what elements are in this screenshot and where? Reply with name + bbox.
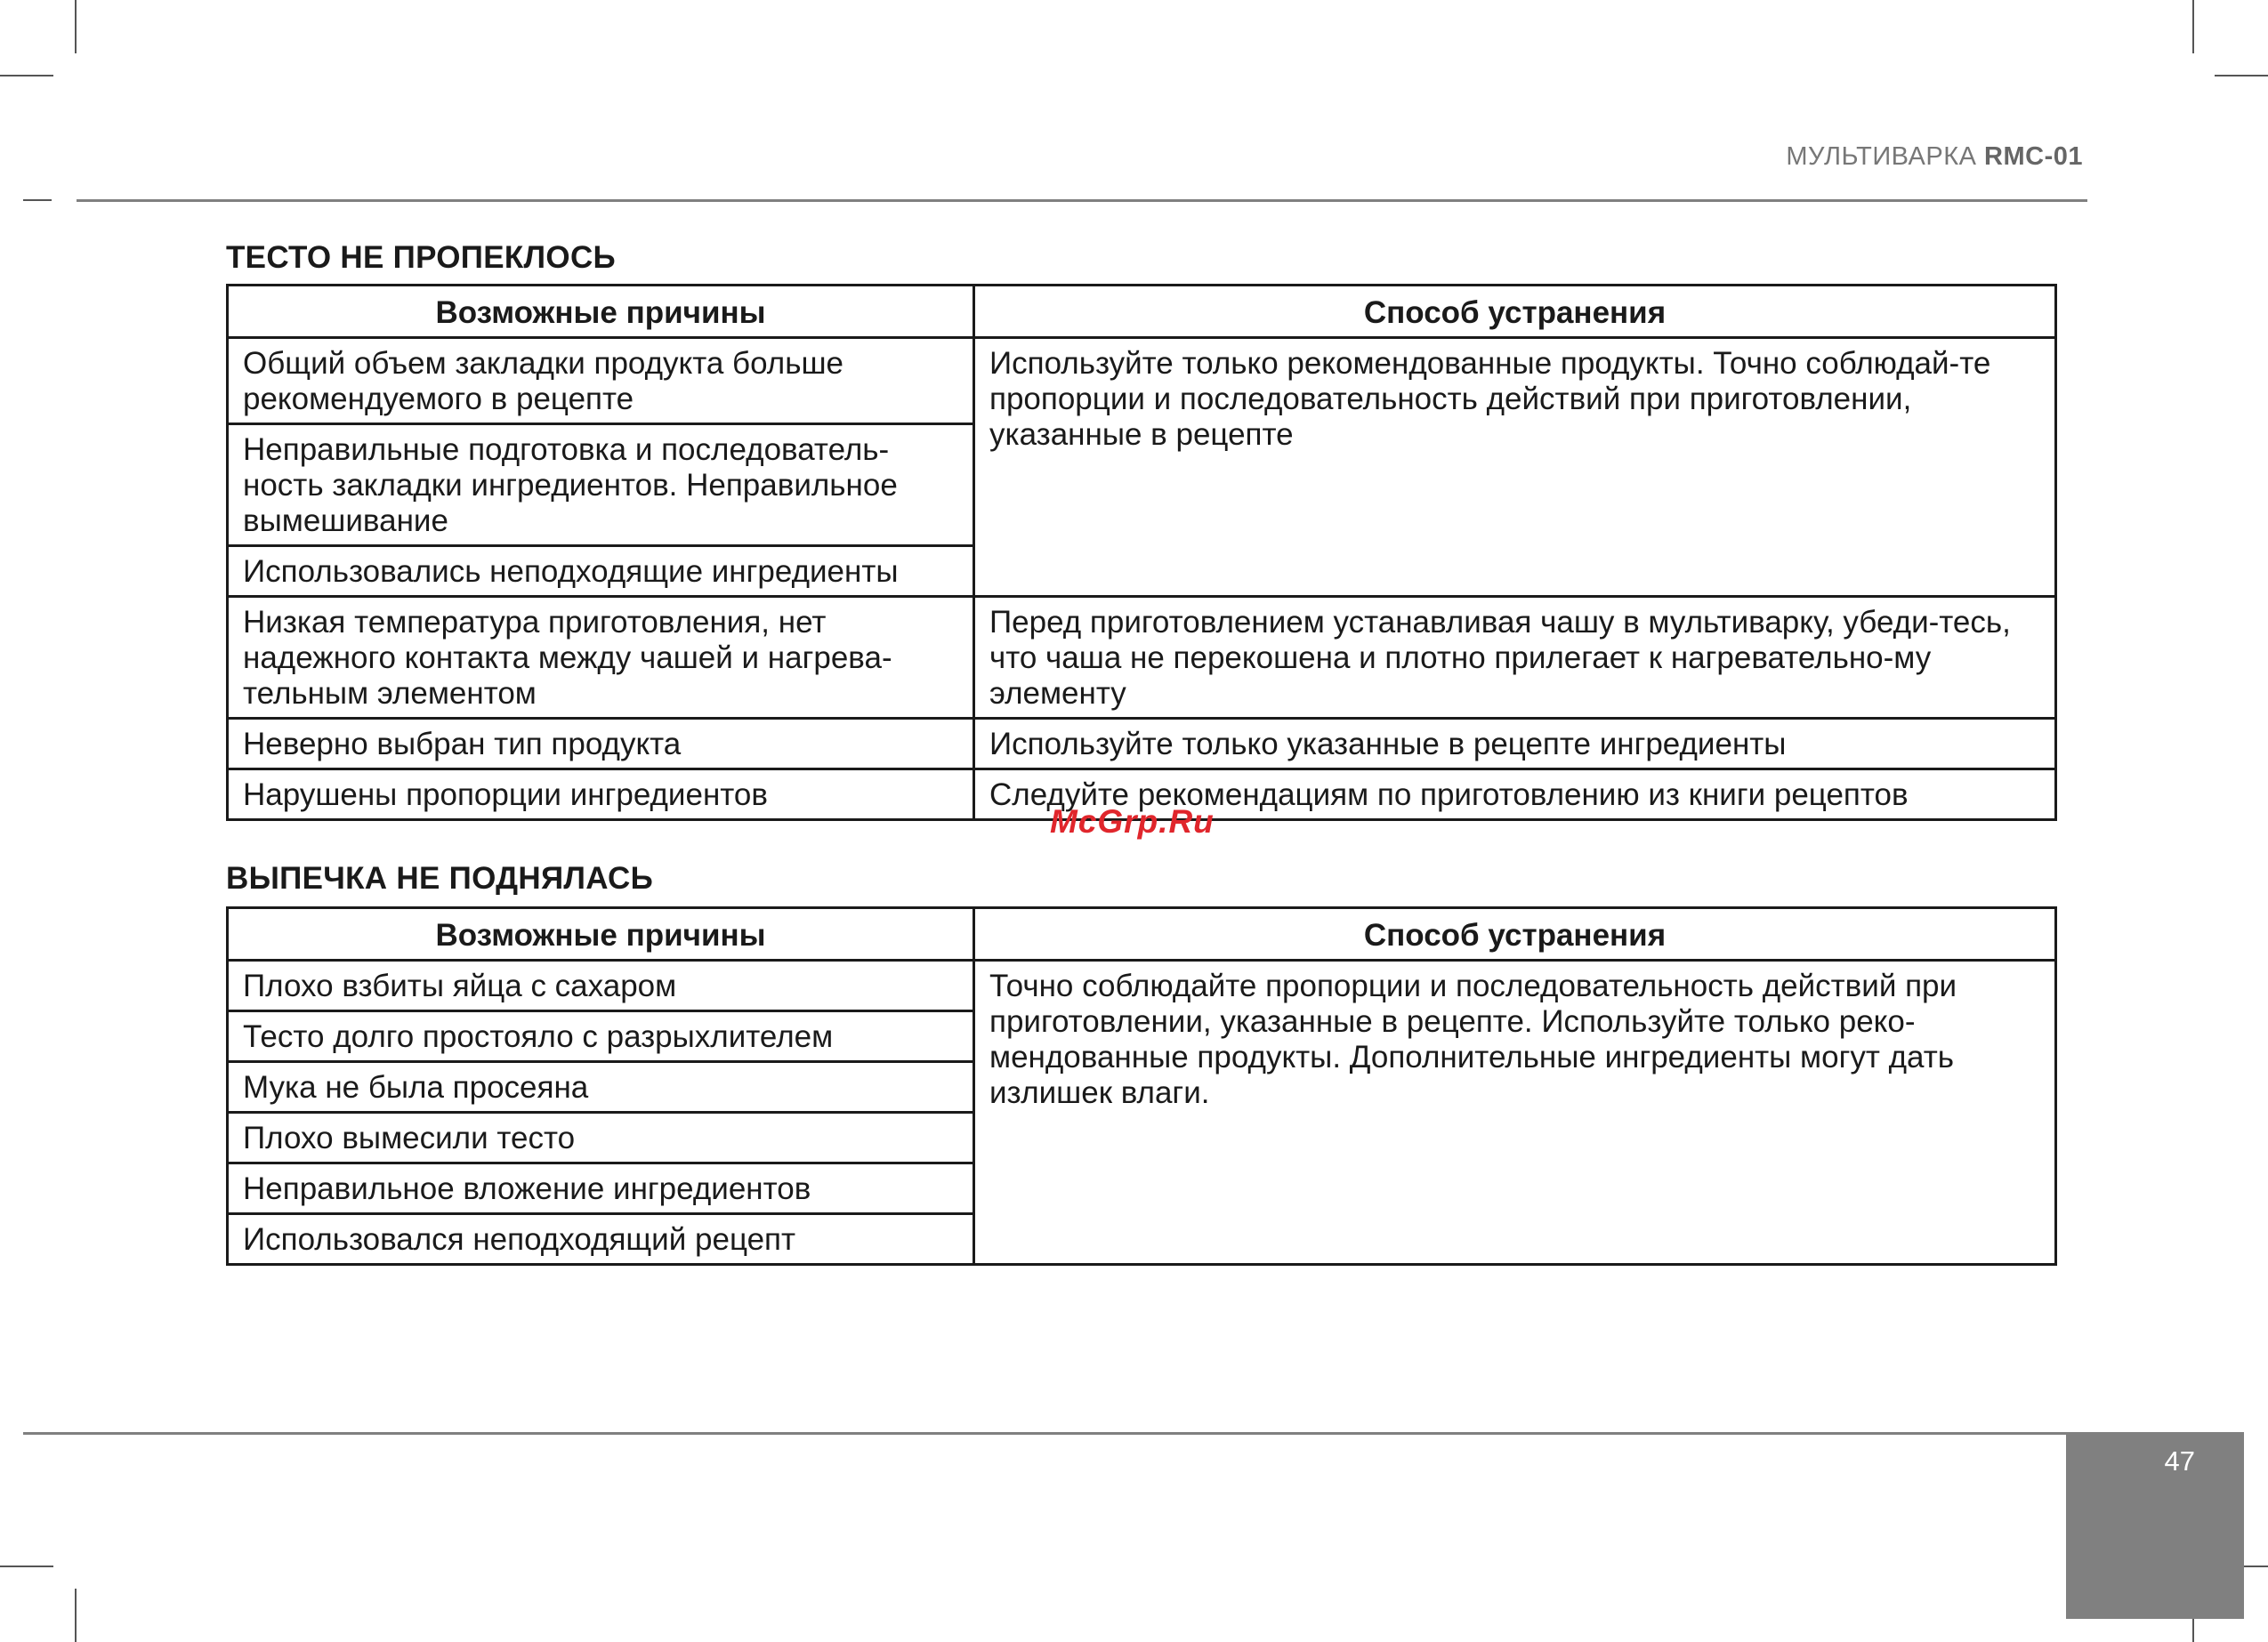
column-header-causes: Возможные причины: [228, 286, 974, 338]
section-title: ТЕСТО НЕ ПРОПЕКЛОСЬ: [226, 240, 616, 275]
section-title: ВЫПЕЧКА НЕ ПОДНЯЛАСЬ: [226, 861, 654, 896]
cause-cell: Тесто долго простояло с разрыхлителем: [228, 1011, 974, 1062]
column-header-causes: Возможные причины: [228, 908, 974, 961]
troubleshooting-table: [226, 906, 2057, 1266]
model-name: RMC-01: [1984, 142, 2083, 171]
cause-cell: Нарушены пропорции ингредиентов: [228, 769, 974, 820]
column-header-solutions: Способ устранения: [974, 908, 2056, 961]
table-row: [228, 597, 2056, 719]
running-header: [1786, 142, 2083, 172]
column-header-solutions: Способ устранения: [974, 286, 2056, 338]
cause-cell: Плохо вымесили тесто: [228, 1113, 974, 1163]
cause-cell: Низкая температура приготовления, нет надежного контакта между чашей и нагрева-тельным элементом: [228, 597, 974, 719]
crop-mark: [75, 1589, 77, 1642]
crop-mark: [75, 0, 77, 53]
table-header-row: [228, 908, 2056, 961]
table-header-row: [228, 286, 2056, 338]
solution-cell: Используйте только рекомендованные продукты. Точно соблюдай-те пропорции и последовательность действий при приготовлении, указанные в рецепте: [974, 338, 2056, 597]
cause-cell: Использовался неподходящий рецепт: [228, 1214, 974, 1265]
crop-mark: [0, 1566, 53, 1567]
crop-mark: [2192, 0, 2194, 53]
cause-cell: Мука не была просеяна: [228, 1062, 974, 1113]
cause-cell: Неверно выбран тип продукта: [228, 719, 974, 769]
crop-mark: [2215, 75, 2268, 76]
cause-cell: Плохо взбиты яйца с сахаром: [228, 961, 974, 1011]
troubleshooting-table: [226, 284, 2057, 821]
solution-cell: Следуйте рекомендациям по приготовлению из книги рецептов: [974, 769, 2056, 820]
cause-cell: Использовались неподходящие ингредиенты: [228, 546, 974, 597]
solution-cell: Перед приготовлением устанавливая чашу в мультиварку, убеди-тесь, что чаша не перекошена и плотно прилегает к нагревательно-му элементу: [974, 597, 2056, 719]
page-number-box: [2066, 1432, 2244, 1619]
solution-cell: Точно соблюдайте пропорции и последовательность действий при приготовлении, указанные в рецепте. Используйте только реко-мендованные продукты. Дополнительные ингредиенты могут дать излишек влаги.: [974, 961, 2056, 1265]
table-row: [228, 961, 2056, 1011]
page-number: 47: [2164, 1445, 2195, 1477]
table-row: [228, 338, 2056, 424]
header-rule: [77, 199, 2087, 202]
crop-mark: [23, 199, 52, 201]
crop-mark: [0, 75, 53, 76]
cause-cell: Неправильные подготовка и последователь-ность закладки ингредиентов. Неправильное вымешивание: [228, 424, 974, 546]
product-name: МУЛЬТИВАРКА: [1786, 142, 1977, 171]
watermark: McGrp.Ru: [1050, 803, 1215, 840]
table-row: [228, 719, 2056, 769]
cause-cell: Общий объем закладки продукта больше рекомендуемого в рецепте: [228, 338, 974, 424]
footer-rule: [23, 1432, 2067, 1435]
cause-cell: Неправильное вложение ингредиентов: [228, 1163, 974, 1214]
solution-cell: Используйте только указанные в рецепте ингредиенты: [974, 719, 2056, 769]
